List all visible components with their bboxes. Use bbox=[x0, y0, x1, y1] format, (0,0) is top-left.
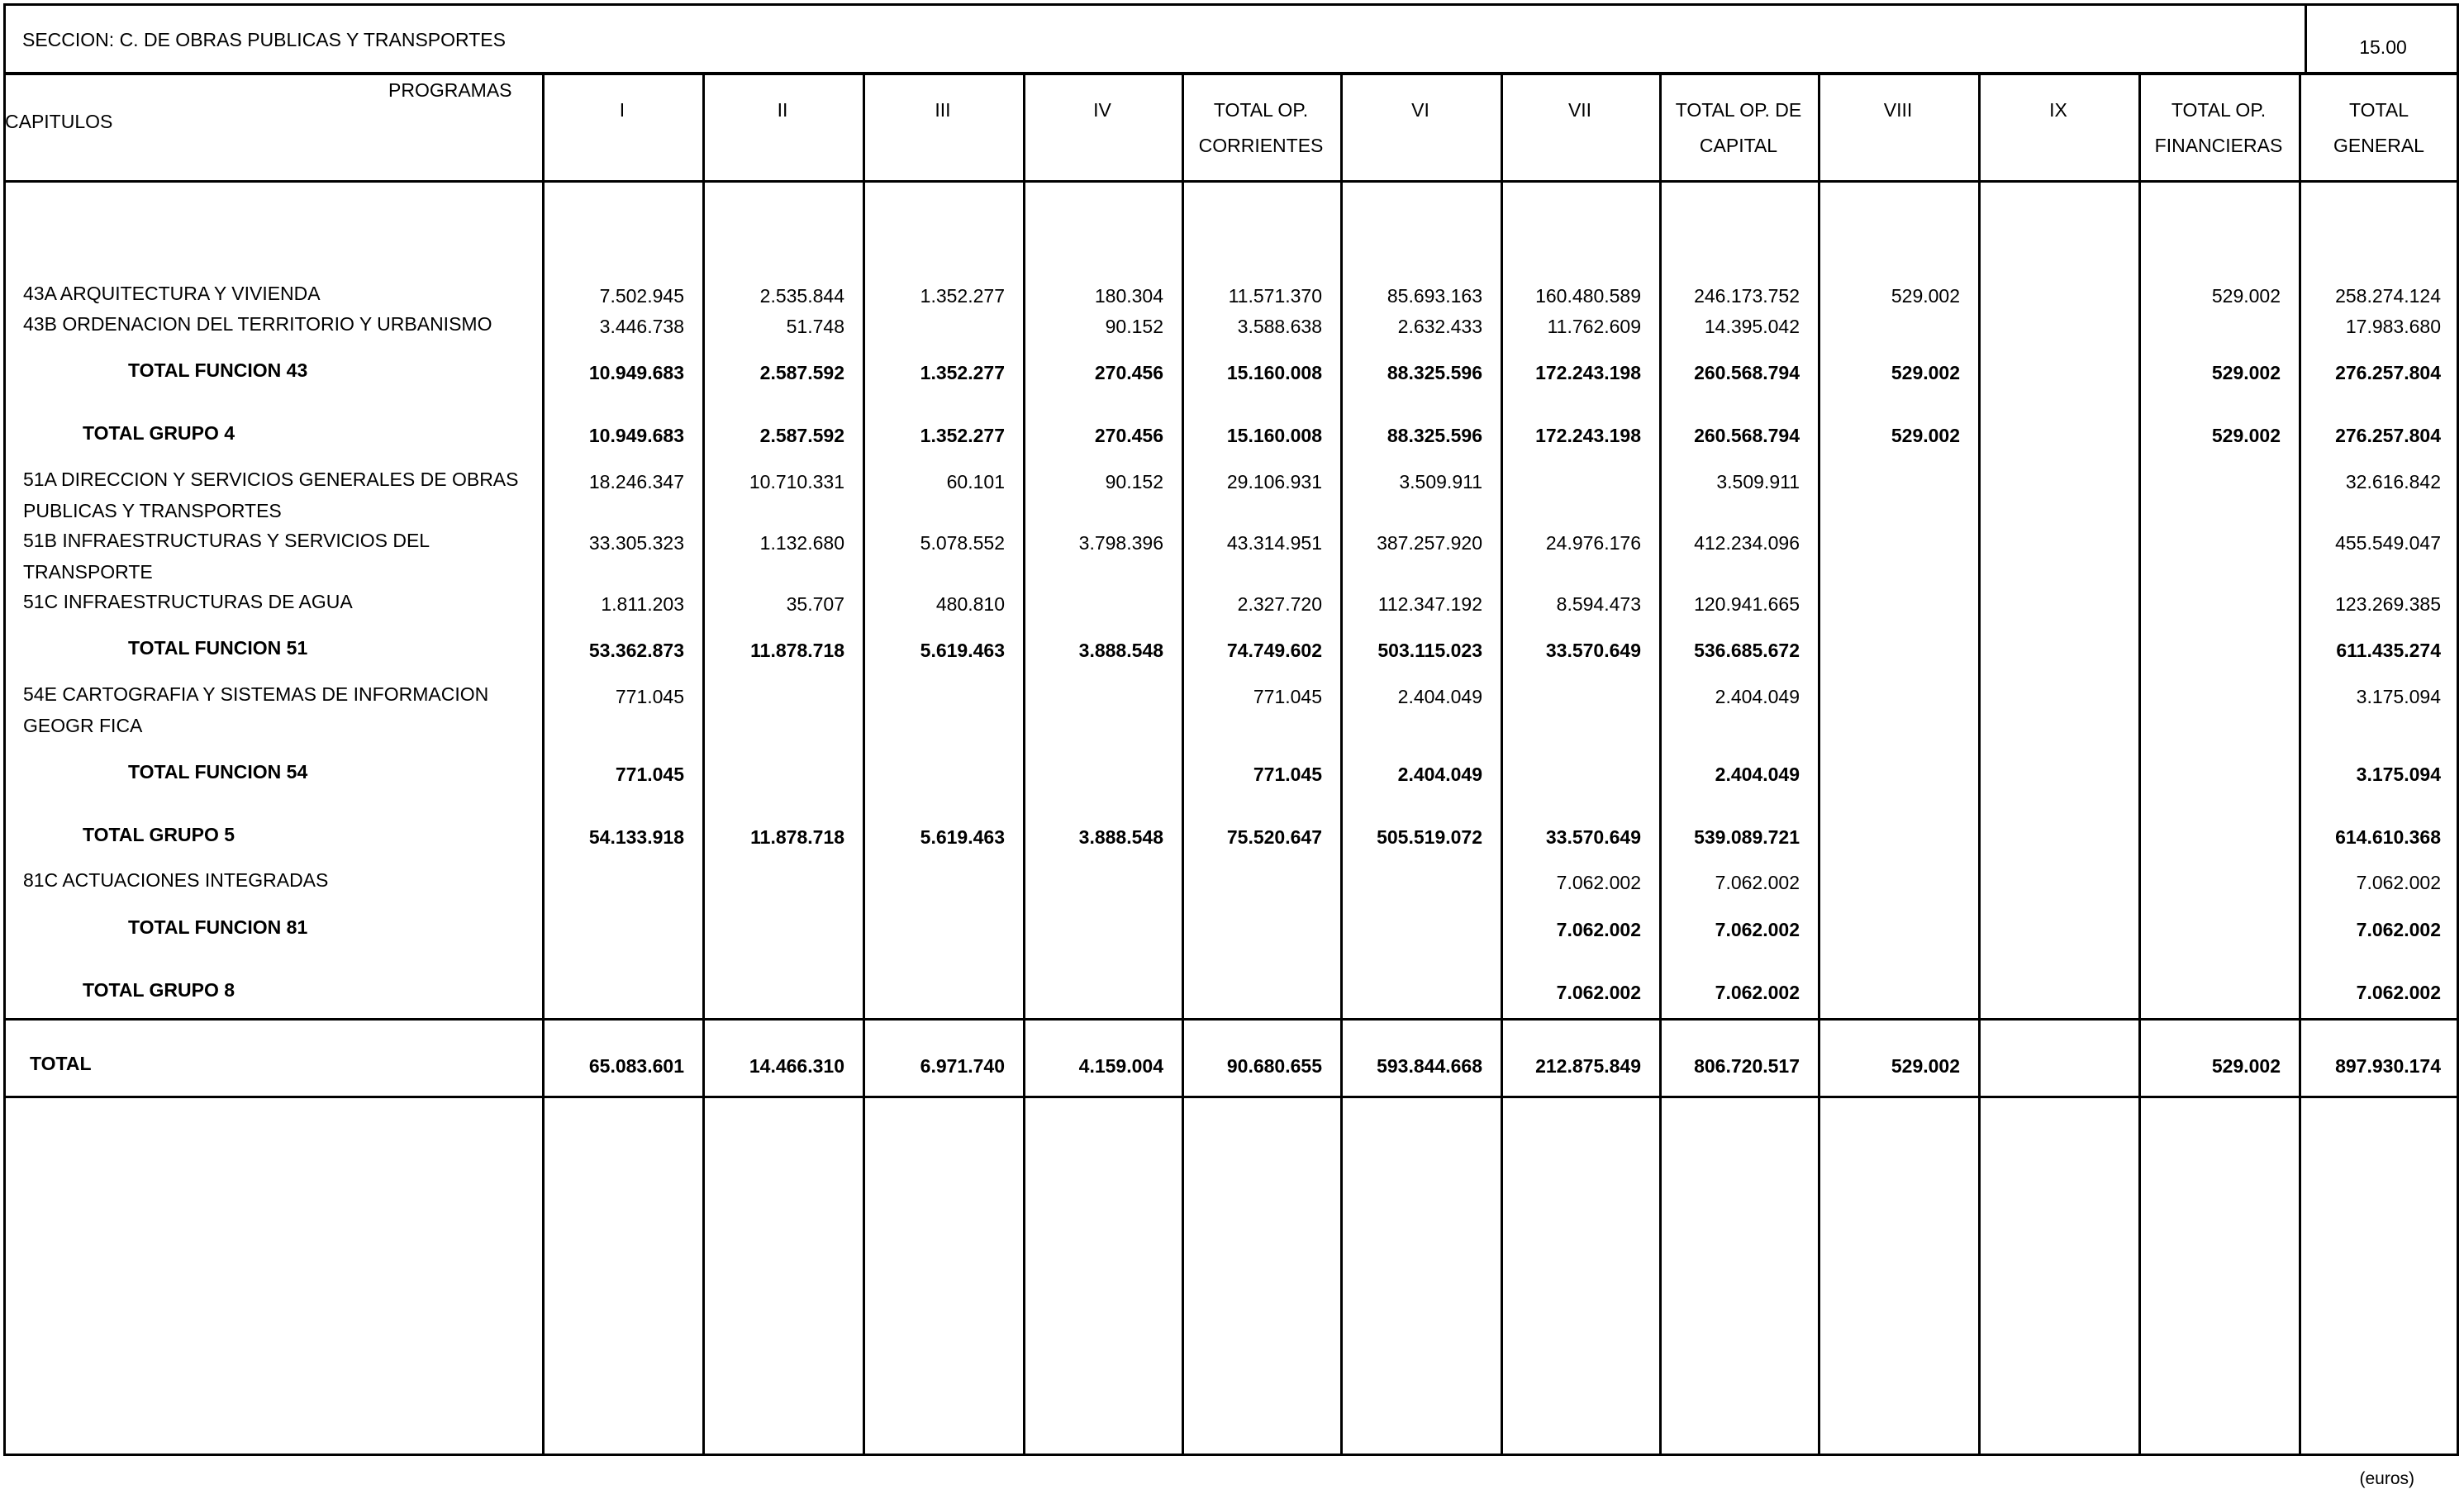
cell-value: 24.976.176 bbox=[1545, 532, 1641, 554]
cell-value: 85.693.163 bbox=[1387, 285, 1482, 307]
cell-value: 43.314.951 bbox=[1226, 532, 1322, 554]
cell-value: 35.707 bbox=[786, 593, 844, 615]
cell-value: 180.304 bbox=[1094, 285, 1163, 307]
cell-value: 123.269.385 bbox=[2335, 593, 2441, 615]
cell-value: 10.949.683 bbox=[588, 362, 684, 383]
cell-value: 529.002 bbox=[2211, 362, 2281, 383]
row-label: TOTAL GRUPO 5 bbox=[83, 824, 235, 845]
column-divider bbox=[1023, 73, 1025, 1456]
cell-value: 2.404.049 bbox=[1397, 764, 1482, 785]
cell-value: 2.587.592 bbox=[759, 425, 844, 446]
row-label: 43A ARQUITECTURA Y VIVIENDA bbox=[23, 283, 321, 304]
cell-value: 90.152 bbox=[1105, 316, 1163, 337]
cell-value: 160.480.589 bbox=[1535, 285, 1641, 307]
column-header: IX bbox=[2049, 99, 2067, 121]
section-code: 15.00 bbox=[2305, 6, 2459, 72]
cell-value: 88.325.596 bbox=[1387, 362, 1482, 383]
cell-value: 3.509.911 bbox=[1399, 471, 1482, 492]
cell-value: 270.456 bbox=[1094, 425, 1163, 446]
cell-value: 6.971.740 bbox=[920, 1055, 1005, 1077]
cell-value: 2.404.049 bbox=[1397, 686, 1482, 707]
cell-value: 11.878.718 bbox=[750, 826, 844, 848]
column-header: III bbox=[935, 99, 951, 121]
section-header bbox=[3, 3, 2459, 74]
cell-value: 539.089.721 bbox=[1694, 826, 1800, 848]
column-divider bbox=[2138, 73, 2141, 1456]
cell-value: 90.152 bbox=[1105, 471, 1163, 492]
cell-value: 771.045 bbox=[1253, 764, 1322, 785]
cell-value: 1.811.203 bbox=[601, 593, 684, 615]
cell-value: 505.519.072 bbox=[1377, 826, 1482, 848]
cell-value: 17.983.680 bbox=[2345, 316, 2441, 337]
row-label: 81C ACTUACIONES INTEGRADAS bbox=[23, 869, 329, 891]
cell-value: 529.002 bbox=[1891, 1055, 1960, 1077]
cell-value: 33.570.649 bbox=[1545, 826, 1641, 848]
column-header: VII bbox=[1567, 99, 1592, 121]
cell-value: 5.078.552 bbox=[920, 532, 1005, 554]
cell-value: 771.045 bbox=[1253, 686, 1322, 707]
cell-value: 3.175.094 bbox=[2356, 686, 2441, 707]
cell-value: 614.610.368 bbox=[2335, 826, 2441, 848]
cell-value: 11.571.370 bbox=[1228, 285, 1322, 307]
row-label: TOTAL GRUPO 8 bbox=[83, 979, 235, 1001]
section-title: SECCION: C. DE OBRAS PUBLICAS Y TRANSPORTES bbox=[22, 29, 506, 50]
cell-value: 611.435.274 bbox=[2336, 640, 2441, 661]
column-header: IV bbox=[1093, 99, 1111, 121]
cell-value: 172.243.198 bbox=[1535, 425, 1641, 446]
row-label: TOTAL FUNCION 51 bbox=[128, 637, 308, 659]
cell-value: 529.002 bbox=[2211, 285, 2281, 307]
cell-value: 51.748 bbox=[786, 316, 844, 337]
cell-value: 90.680.655 bbox=[1226, 1055, 1322, 1077]
cell-value: 2.632.433 bbox=[1397, 316, 1482, 337]
row-label: 51A DIRECCION Y SERVICIOS GENERALES DE OBRAS PUBLICAS Y TRANSPORTES bbox=[23, 469, 519, 521]
column-header: VI bbox=[1411, 99, 1429, 121]
cell-value: 7.062.002 bbox=[2356, 919, 2441, 940]
cell-value: 14.395.042 bbox=[1704, 316, 1800, 337]
cell-value: 2.587.592 bbox=[759, 362, 844, 383]
cell-value: 2.404.049 bbox=[1715, 686, 1800, 707]
cell-value: 258.274.124 bbox=[2335, 285, 2441, 307]
cell-value: 7.062.002 bbox=[2356, 982, 2441, 1003]
cell-value: 15.160.008 bbox=[1226, 362, 1322, 383]
cell-value: 7.502.945 bbox=[599, 285, 684, 307]
cell-value: 455.549.047 bbox=[2335, 532, 2441, 554]
row-label: TOTAL FUNCION 43 bbox=[128, 359, 308, 381]
cell-value: 15.160.008 bbox=[1226, 425, 1322, 446]
column-divider bbox=[702, 73, 705, 1456]
cell-value: 1.132.680 bbox=[759, 532, 844, 554]
cell-value: 7.062.002 bbox=[1556, 919, 1641, 940]
cell-value: 276.257.804 bbox=[2335, 425, 2441, 446]
cell-value: 387.257.920 bbox=[1377, 532, 1482, 554]
unit-note: (euros) bbox=[2359, 1469, 2414, 1488]
cell-value: 7.062.002 bbox=[2356, 872, 2441, 893]
cell-value: 7.062.002 bbox=[1715, 982, 1800, 1003]
column-divider bbox=[1978, 73, 1981, 1456]
cell-value: 503.115.023 bbox=[1377, 640, 1482, 661]
cell-value: 2.535.844 bbox=[759, 285, 844, 307]
cell-value: 112.347.192 bbox=[1377, 593, 1482, 615]
cell-value: 29.106.931 bbox=[1226, 471, 1322, 492]
cell-value: 18.246.347 bbox=[588, 471, 684, 492]
cell-value: 120.941.665 bbox=[1694, 593, 1800, 615]
cell-value: 7.062.002 bbox=[1556, 982, 1641, 1003]
cell-value: 7.062.002 bbox=[1715, 872, 1800, 893]
cell-value: 3.588.638 bbox=[1237, 316, 1322, 337]
cell-value: 88.325.596 bbox=[1387, 425, 1482, 446]
cell-value: 806.720.517 bbox=[1694, 1055, 1800, 1077]
cell-value: 3.798.396 bbox=[1078, 532, 1163, 554]
cell-value: 3.175.094 bbox=[2356, 764, 2441, 785]
row-divider bbox=[3, 1096, 2459, 1098]
row-divider bbox=[3, 180, 2459, 183]
cell-value: 8.594.473 bbox=[1556, 593, 1641, 615]
cell-value: 593.844.668 bbox=[1377, 1055, 1482, 1077]
cell-value: 33.570.649 bbox=[1545, 640, 1641, 661]
cell-value: 270.456 bbox=[1094, 362, 1163, 383]
cell-value: 33.305.323 bbox=[588, 532, 684, 554]
column-header: VIII bbox=[1883, 99, 1913, 121]
cell-value: 412.234.096 bbox=[1694, 532, 1800, 554]
cell-value: 529.002 bbox=[2211, 1055, 2281, 1077]
grand-total-label: TOTAL bbox=[30, 1053, 92, 1074]
cell-value: 529.002 bbox=[1891, 425, 1960, 446]
cell-value: 480.810 bbox=[935, 593, 1005, 615]
row-label: TOTAL FUNCION 54 bbox=[128, 761, 308, 783]
row-label: 51B INFRAESTRUCTURAS Y SERVICIOS DEL TRANSPORTE bbox=[23, 530, 430, 583]
column-header: TOTAL GENERAL bbox=[2333, 99, 2424, 156]
column-divider bbox=[1818, 73, 1820, 1456]
cell-value: 529.002 bbox=[2211, 425, 2281, 446]
cell-value: 10.949.683 bbox=[588, 425, 684, 446]
column-divider bbox=[863, 73, 865, 1456]
cell-value: 11.878.718 bbox=[750, 640, 844, 661]
cell-value: 7.062.002 bbox=[1556, 872, 1641, 893]
row-label: 51C INFRAESTRUCTURAS DE AGUA bbox=[23, 591, 353, 612]
column-header: TOTAL OP. DE CAPITAL bbox=[1675, 99, 1802, 156]
cell-value: 74.749.602 bbox=[1226, 640, 1322, 661]
row-label: TOTAL FUNCION 81 bbox=[128, 916, 308, 938]
cell-value: 32.616.842 bbox=[2345, 471, 2441, 492]
cell-value: 54.133.918 bbox=[588, 826, 684, 848]
column-divider bbox=[1501, 73, 1503, 1456]
cell-value: 5.619.463 bbox=[920, 826, 1005, 848]
cell-value: 60.101 bbox=[946, 471, 1005, 492]
cell-value: 771.045 bbox=[615, 686, 684, 707]
cell-value: 1.352.277 bbox=[920, 362, 1005, 383]
cell-value: 2.404.049 bbox=[1715, 764, 1800, 785]
corner-capitulos: CAPITULOS bbox=[5, 111, 113, 132]
corner-programas: PROGRAMAS bbox=[388, 79, 512, 101]
cell-value: 11.762.609 bbox=[1547, 316, 1641, 337]
cell-value: 3.888.548 bbox=[1078, 640, 1163, 661]
cell-value: 1.352.277 bbox=[920, 285, 1005, 307]
cell-value: 2.327.720 bbox=[1237, 593, 1322, 615]
cell-value: 53.362.873 bbox=[588, 640, 684, 661]
cell-value: 536.685.672 bbox=[1694, 640, 1800, 661]
cell-value: 75.520.647 bbox=[1226, 826, 1322, 848]
cell-value: 529.002 bbox=[1891, 285, 1960, 307]
cell-value: 4.159.004 bbox=[1078, 1055, 1163, 1077]
column-header: I bbox=[619, 99, 626, 121]
cell-value: 7.062.002 bbox=[1715, 919, 1800, 940]
cell-value: 246.173.752 bbox=[1694, 285, 1800, 307]
row-label: TOTAL GRUPO 4 bbox=[83, 422, 235, 444]
row-label: 54E CARTOGRAFIA Y SISTEMAS DE INFORMACION GEOGR FICA bbox=[23, 683, 489, 736]
cell-value: 65.083.601 bbox=[588, 1055, 684, 1077]
cell-value: 276.257.804 bbox=[2335, 362, 2441, 383]
cell-value: 260.568.794 bbox=[1694, 362, 1800, 383]
cell-value: 172.243.198 bbox=[1535, 362, 1641, 383]
cell-value: 771.045 bbox=[615, 764, 684, 785]
column-header: TOTAL OP. FINANCIERAS bbox=[2154, 99, 2283, 156]
cell-value: 1.352.277 bbox=[920, 425, 1005, 446]
cell-value: 3.509.911 bbox=[1716, 471, 1800, 492]
cell-value: 212.875.849 bbox=[1535, 1055, 1641, 1077]
cell-value: 3.888.548 bbox=[1078, 826, 1163, 848]
cell-value: 3.446.738 bbox=[599, 316, 684, 337]
cell-value: 5.619.463 bbox=[920, 640, 1005, 661]
row-divider bbox=[3, 1018, 2459, 1021]
cell-value: 10.710.331 bbox=[749, 471, 844, 492]
column-header: TOTAL OP. CORRIENTES bbox=[1198, 99, 1324, 156]
row-label: 43B ORDENACION DEL TERRITORIO Y URBANISMO bbox=[23, 313, 492, 335]
cell-value: 260.568.794 bbox=[1694, 425, 1800, 446]
cell-value: 897.930.174 bbox=[2335, 1055, 2441, 1077]
cell-value: 529.002 bbox=[1891, 362, 1960, 383]
cell-value: 14.466.310 bbox=[749, 1055, 844, 1077]
column-header: II bbox=[777, 99, 788, 121]
